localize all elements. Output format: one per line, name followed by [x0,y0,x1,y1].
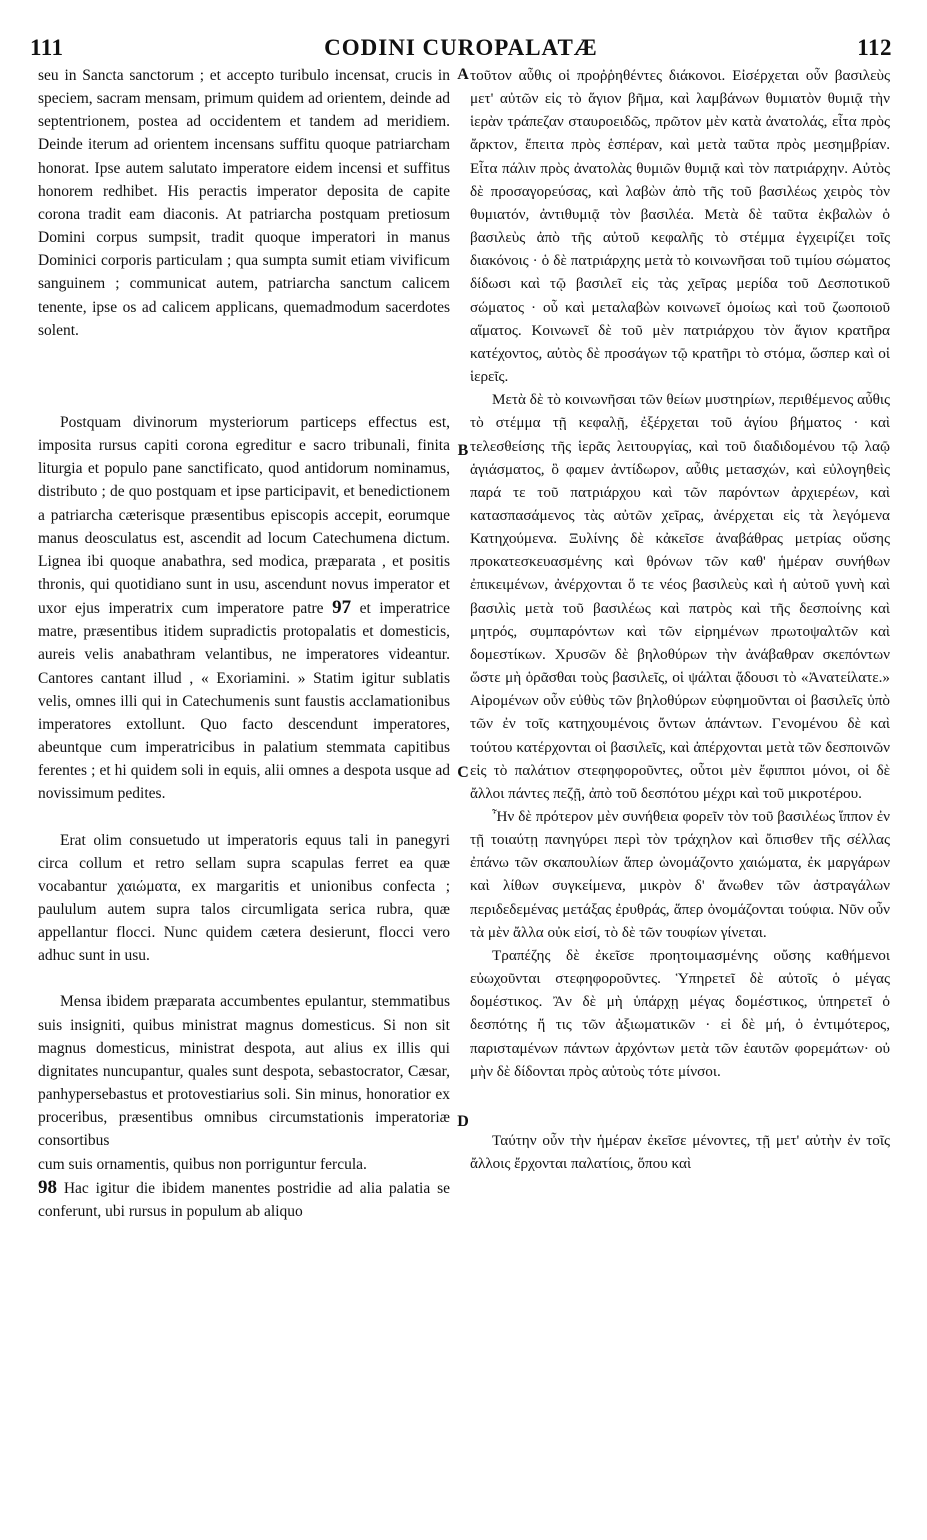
latin-column [38,64,450,1223]
latin-paragraph-4-tail: cum suis ornamentis, quibus non porriguntur fercula. [38,1155,367,1173]
latin-paragraph-2 [38,411,450,806]
latin-paragraph-2-pre: Postquam divinorum mysteriorum particeps effectus est, imposita rursus capiti corona egreditur e sacro tribunali, finita liturgia et populo pane sanctificato, quod antidorum nominamus, distributo ; de quo postquam et ipse participavit, et benedictionem a patriarcha cæterisque præsentibus episcopis accepit, eorumque manus deosculatus est, ascendit ad locum Catechumena dictum. Lignea ibi quoque anabathra, sed modica, præparata , et positis thronis, qui quotidiano sunt in usu, ascendunt novus imperator et uxor ejus imperatrix cum imperatore patre [38,413,450,618]
latin-paragraph-2-post: et imperatrice matre, præsentibus itidem supradictis protopalatis et domesticis, aureis velis anabathram velantibus, ne imperatores videantur. Cantores cantant illud , « Exoriamini. » Statim igitur sublatis velis, omnes illi qui in Catechumenis sunt faustis acclamationibus imperatores extollunt. Quo facto descendunt imperatores, abeuntque cum imperatricibus in palatium stemmata capitibus ferentes ; et hi quidem soli in equis, alii omnes a despota usque ad novissimum pedites. [38,600,450,803]
running-title: CODINI CUROPALATÆ [324,35,598,60]
margin-letter-b: B [457,442,469,459]
margin-letter-d: D [457,1113,469,1130]
latin-paragraph-4: Mensa ibidem præparata accumbentes epulantur, stemmatibus suis insigniti, quibus ministrat magnus domesticus. Si non sit magnus domesticus, ministrat despota, aut alius ex illis qui dignitates nuncupantur, quales sunt despota, sebastocrator, Cæsar, panhypersebastus et protovestiarius soli. Sin minus, honoratior ex proceribus, præsentibus omnibus circumstationis imperatoriæ consortibus [38,993,450,1150]
running-header [30,34,892,62]
page-number-right: 112 [857,35,892,60]
greek-paragraph-2: Μετὰ δὲ τὸ κοινωνῆσαι τῶν θείων μυστηρίων, περιθέμενος αὖθις τὸ στέμμα τῇ κεφαλῇ, ἐξέρχεται τοῦ ἁγίου βήματος · καὶ τελεσθείσης τῆς ἱερᾶς λειτουργίας, καὶ τοῦ διαδιδομένου τῷ λαῷ ἁγιάσματος, ὃ φαμεν ἀντίδωρον, αὖθις μετασχών, καὶ εὐλογηθεὶς παρά τε τοῦ πατριάρχου καὶ τῶν παρόντων ἀρχιερέων, καὶ κατασπασάμενος τὰς αὐτῶν χεῖρας, ἀνέρχεται εἰς τὰ λεγόμενα Κατηχούμενα. Ξυλίνης δὲ κἀκεῖσε ἀναβάθρας μετρίας οὔσης προκατεσκευασμένης καὶ θρόνων τῶν καθ' ἡμέραν συνήθων ἐπικειμένων, ἀνέρχονται ὅ τε νέος βασιλεὺς καὶ ἡ αὐτοῦ γυνὴ καὶ βασιλὶς μετὰ τοῦ βασιλέως καὶ πατρὸς καὶ τῆς δεσποίνης καὶ μητρός, συμπαρόντων καὶ τῶν εἰρημένων πρωτοψαλτῶν καὶ δομεστίκων. Χρυσῶν δὲ βηλοθύρων τὴν ἀνάβαθραν σκεπόντων ὥστε μὴ ὁρᾶσθαι τοὺς βασιλεῖς, οἱ ψάλται ᾄδουσι τὸ «Ἀνατείλατε.» Αἰρομένων οὖν εὐθὺς τῶν βηλοθύρων εὐφημοῦνται οἱ βασιλεῖς ὑπὸ τῶν ἐν τοῖς κατηχουμένοις ὄντων ἁπάντων. Γενομένου δὲ καὶ τούτου κατέρχονται οἱ βασιλεῖς, καὶ ἀπέρχονται μετὰ τῶν δεσποινῶν εἰς τὸ παλάτιον στεφηφοροῦντες, οὗτοι μὲν ἔφιπποι μόνοι, οἱ δὲ ἄλλοι πάντες πεζῇ, ἀπὸ τοῦ δεσπότου μέχρι καὶ τοῦ μικροτέρου. [470,391,890,802]
greek-paragraph-5: Ταύτην οὖν τὴν ἡμέραν ἐκεῖσε μένοντες, τῇ μετ' αὐτὴν ἐν τοῖς ἄλλοις ἔρχονται παλατίοις, ὅπου καὶ [470,1131,890,1173]
greek-column [470,64,890,1175]
latin-paragraph-3: Erat olim consuetudo ut imperatoris equus tali in panegyri circa collum et retro sellam supra scapulas ferret ea quæ vocabantur χαιώματα, ex margaritis et unionibus confecta ; paululum autem supra talos circumligata serica rubra, quæ appellantur flocci. Nunc quidem cætera desierunt, flocci vero adhuc sunt in usu. [38,831,450,965]
section-number-97: 97 [332,597,352,619]
greek-paragraph-1: τοῦτον αὖθις οἱ προῤῥηθέντες διάκονοι. Εἰσέρχεται οὖν βασιλεὺς μετ' αὐτῶν εἰς τὸ ἅγιον βῆμα, καὶ λαμβάνων θυμιατὸν θυμιᾷ τὴν ἱερὰν τράπεζαν σταυροειδῶς, πρῶτον μὲν κατὰ ἀνατολάς, εἶτα πρὸς ἄρκτον, ἔπειτα πρὸς ἑσπέραν, καὶ μετὰ ταῦτα πρὸς μεσημβρίαν. Εἶτα πάλιν πρὸς ἀνατολὰς θυμιῶν θυμιᾷ καὶ τὸν πατριάρχην. Αὐτὸς δὲ προσαγορεύσας, καὶ λαβὼν ἀπὸ τῆς τοῦ βασιλέως χειρὸς τὸν θυμιατόν, ἀντιθυμιᾷ τὸν βασιλέα. Μετὰ δὲ ταῦτα ἐκβαλὼν ὁ βασιλεὺς ἀπὸ τῆς αὐτοῦ κεφαλῆς τὸ στέμμα ἐγχειρίζει τοῖς διακόνοις · ὁ δὲ πατριάρχης μετὰ τὸ κοινωνῆσαι τοῦ τιμίου σώματος δίδωσι καὶ τῷ βασιλεῖ εἰς τὰς χεῖρας μερίδα τοῦ Δεσποτικοῦ σώματος · οὗ καὶ μεταλαβὼν κοινωνεῖ ὁμοίως καὶ τοῦ ζωοποιοῦ αἵματος. Κοινωνεῖ δὲ τοῦ μὲν πατριάρχου τὸν ἅγιον κρατῆρα κατέχοντος, αὐτὸς δὲ προσάγων τῷ κρατῆρι τὸ στόμα, ὥσπερ καὶ οἱ ἱερεῖς. [470,67,890,386]
page-number-left: 111 [30,35,64,60]
latin-paragraph-5-text: Hac igitur die ibidem manentes postridie ad alia palatia se conferunt, ubi rursus in populum ab aliquo [38,1179,450,1220]
greek-paragraph-3: Ἦν δὲ πρότερον μὲν συνήθεια φορεῖν τὸν τοῦ βασιλέως ἵππον ἐν τῇ τοιαύτῃ πανηγύρει περὶ τὸν τράχηλον καὶ ὄπισθεν τῆς σέλλας ἐπάνω τῶν σκαπουλίων ἅπερ ὠνομάζοντο χαιώματα, ἐκ μαργάρων καὶ λίθων συγκείμενα, μικρὸν δ' ἄνωθεν τῶν ἀστραγάλων περιδεδεμένας μετάξας ἐρυθράς, ἅπερ ὀνομάζονται τούφια. Νῦν οὖν τὰ μὲν ἄλλα οὐκ εἰσί, τὸ δὲ τῶν τουφίων γίνεται. [470,808,890,941]
margin-letter-a: A [457,66,469,83]
latin-paragraph-1: seu in Sancta sanctorum ; et accepto turibulo incensat, crucis in speciem, sacram mensam, primum quidem ad orientem, deinde ad septentrionem, postea ad occidentem et tandem ad meridiem. Deinde iterum ad orientem incensans suffitu quoque patriarcham honorat. Ipse autem salutato imperatore eidem incensi et suffitus honorem redhibet. His peractis imperator deposita de capite corona tradit eam diaconis. At patriarcha postquam pretiosum Domini corpus sumpsit, tradit quoque imperatori in manus Dominici corporis particulam ; qua sumpta sumit etiam vivificum sanguinem ; communicat autem, patriarcha sanctum calicem tenente, ipse os ad calicem applicans, quemadmodum sacerdotes solent. [38,67,450,339]
section-number-98: 98 [38,1176,57,1198]
latin-paragraph-5 [38,1176,450,1223]
margin-letter-c: C [457,764,469,781]
greek-paragraph-4: Τραπέζης δὲ ἐκεῖσε προητοιμασμένης οὔσης καθήμενοι εὐωχοῦνται στεφηφοροῦντες. Ὑπηρετεῖ δὲ αὐτοῖς ὁ μέγας δομέστικος. Ἂν δὲ μὴ ὑπάρχῃ μέγας δομέστικος, ὑπηρετεῖ ὁ δεσπότης ἤ τις τῶν ἀξιωματικῶν · εἰ δὲ μή, ὁ ἐντιμότερος, παρισταμένων πάντων ἀρχόντων μετὰ τῶν ἑαυτῶν φορεμάτων· οὐ μὴν δὲ δίδονται πρὸς αὐτοὺς τότε μίνσοι. [470,946,890,1080]
